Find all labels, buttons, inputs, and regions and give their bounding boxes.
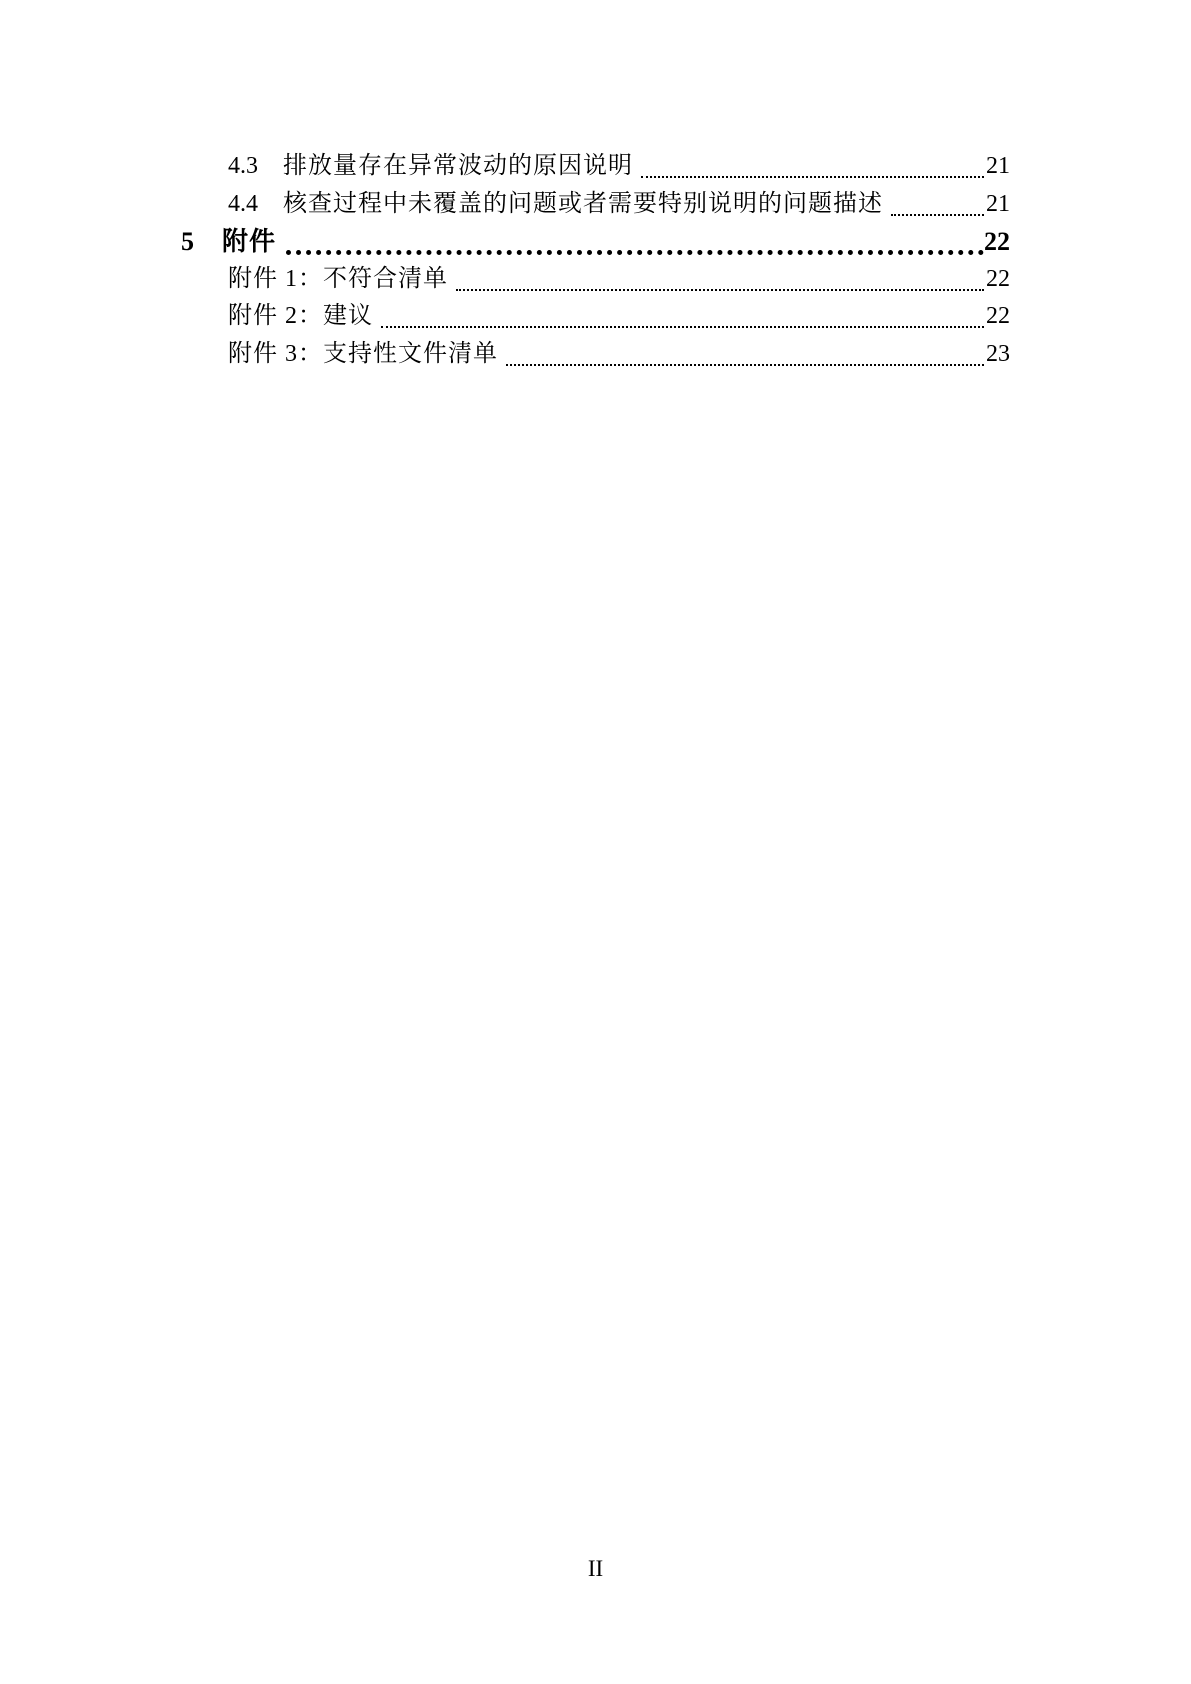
toc-leader-dots xyxy=(506,336,984,366)
toc-entry-title: 附件 1：不符合清单 xyxy=(228,265,448,292)
toc-entry[interactable] xyxy=(181,223,1010,261)
toc-entry-number: 4.4 xyxy=(228,190,258,217)
toc-entry-title: 附件 2：建议 xyxy=(228,303,373,330)
toc-entry[interactable] xyxy=(181,148,1010,186)
toc-entry-title: 附件 xyxy=(222,227,277,257)
toc-entry-page: 21 xyxy=(986,190,1010,217)
toc-entry-title: 排放量存在异常波动的原因说明 xyxy=(283,153,633,179)
toc-entry-number: 4.3 xyxy=(228,153,258,179)
toc-entry-page: 21 xyxy=(986,153,1010,179)
toc-entry-number: 5 xyxy=(181,227,194,257)
toc-leader-dots xyxy=(456,261,984,291)
toc-entry[interactable] xyxy=(181,186,1010,224)
toc-entry-title: 附件 3：支持性文件清单 xyxy=(228,340,498,367)
toc-entry-title: 核查过程中未覆盖的问题或者需要特别说明的问题描述 xyxy=(283,190,883,217)
toc-entry-page: 22 xyxy=(986,303,1010,330)
toc-leader-dots xyxy=(286,223,984,255)
toc-leader-dots xyxy=(891,186,984,216)
toc-entry[interactable] xyxy=(181,261,1010,299)
page-footer xyxy=(0,1556,1191,1582)
toc-leader-dots xyxy=(381,298,984,328)
toc-entry-page: 22 xyxy=(986,265,1010,292)
toc-leader-dots xyxy=(641,148,984,178)
toc-entry-page: 22 xyxy=(984,227,1010,257)
footer-page-number: II xyxy=(587,1556,604,1581)
table-of-contents xyxy=(181,148,1010,374)
toc-entry[interactable] xyxy=(181,298,1010,336)
toc-entry-page: 23 xyxy=(986,340,1010,367)
toc-entry[interactable] xyxy=(181,336,1010,374)
